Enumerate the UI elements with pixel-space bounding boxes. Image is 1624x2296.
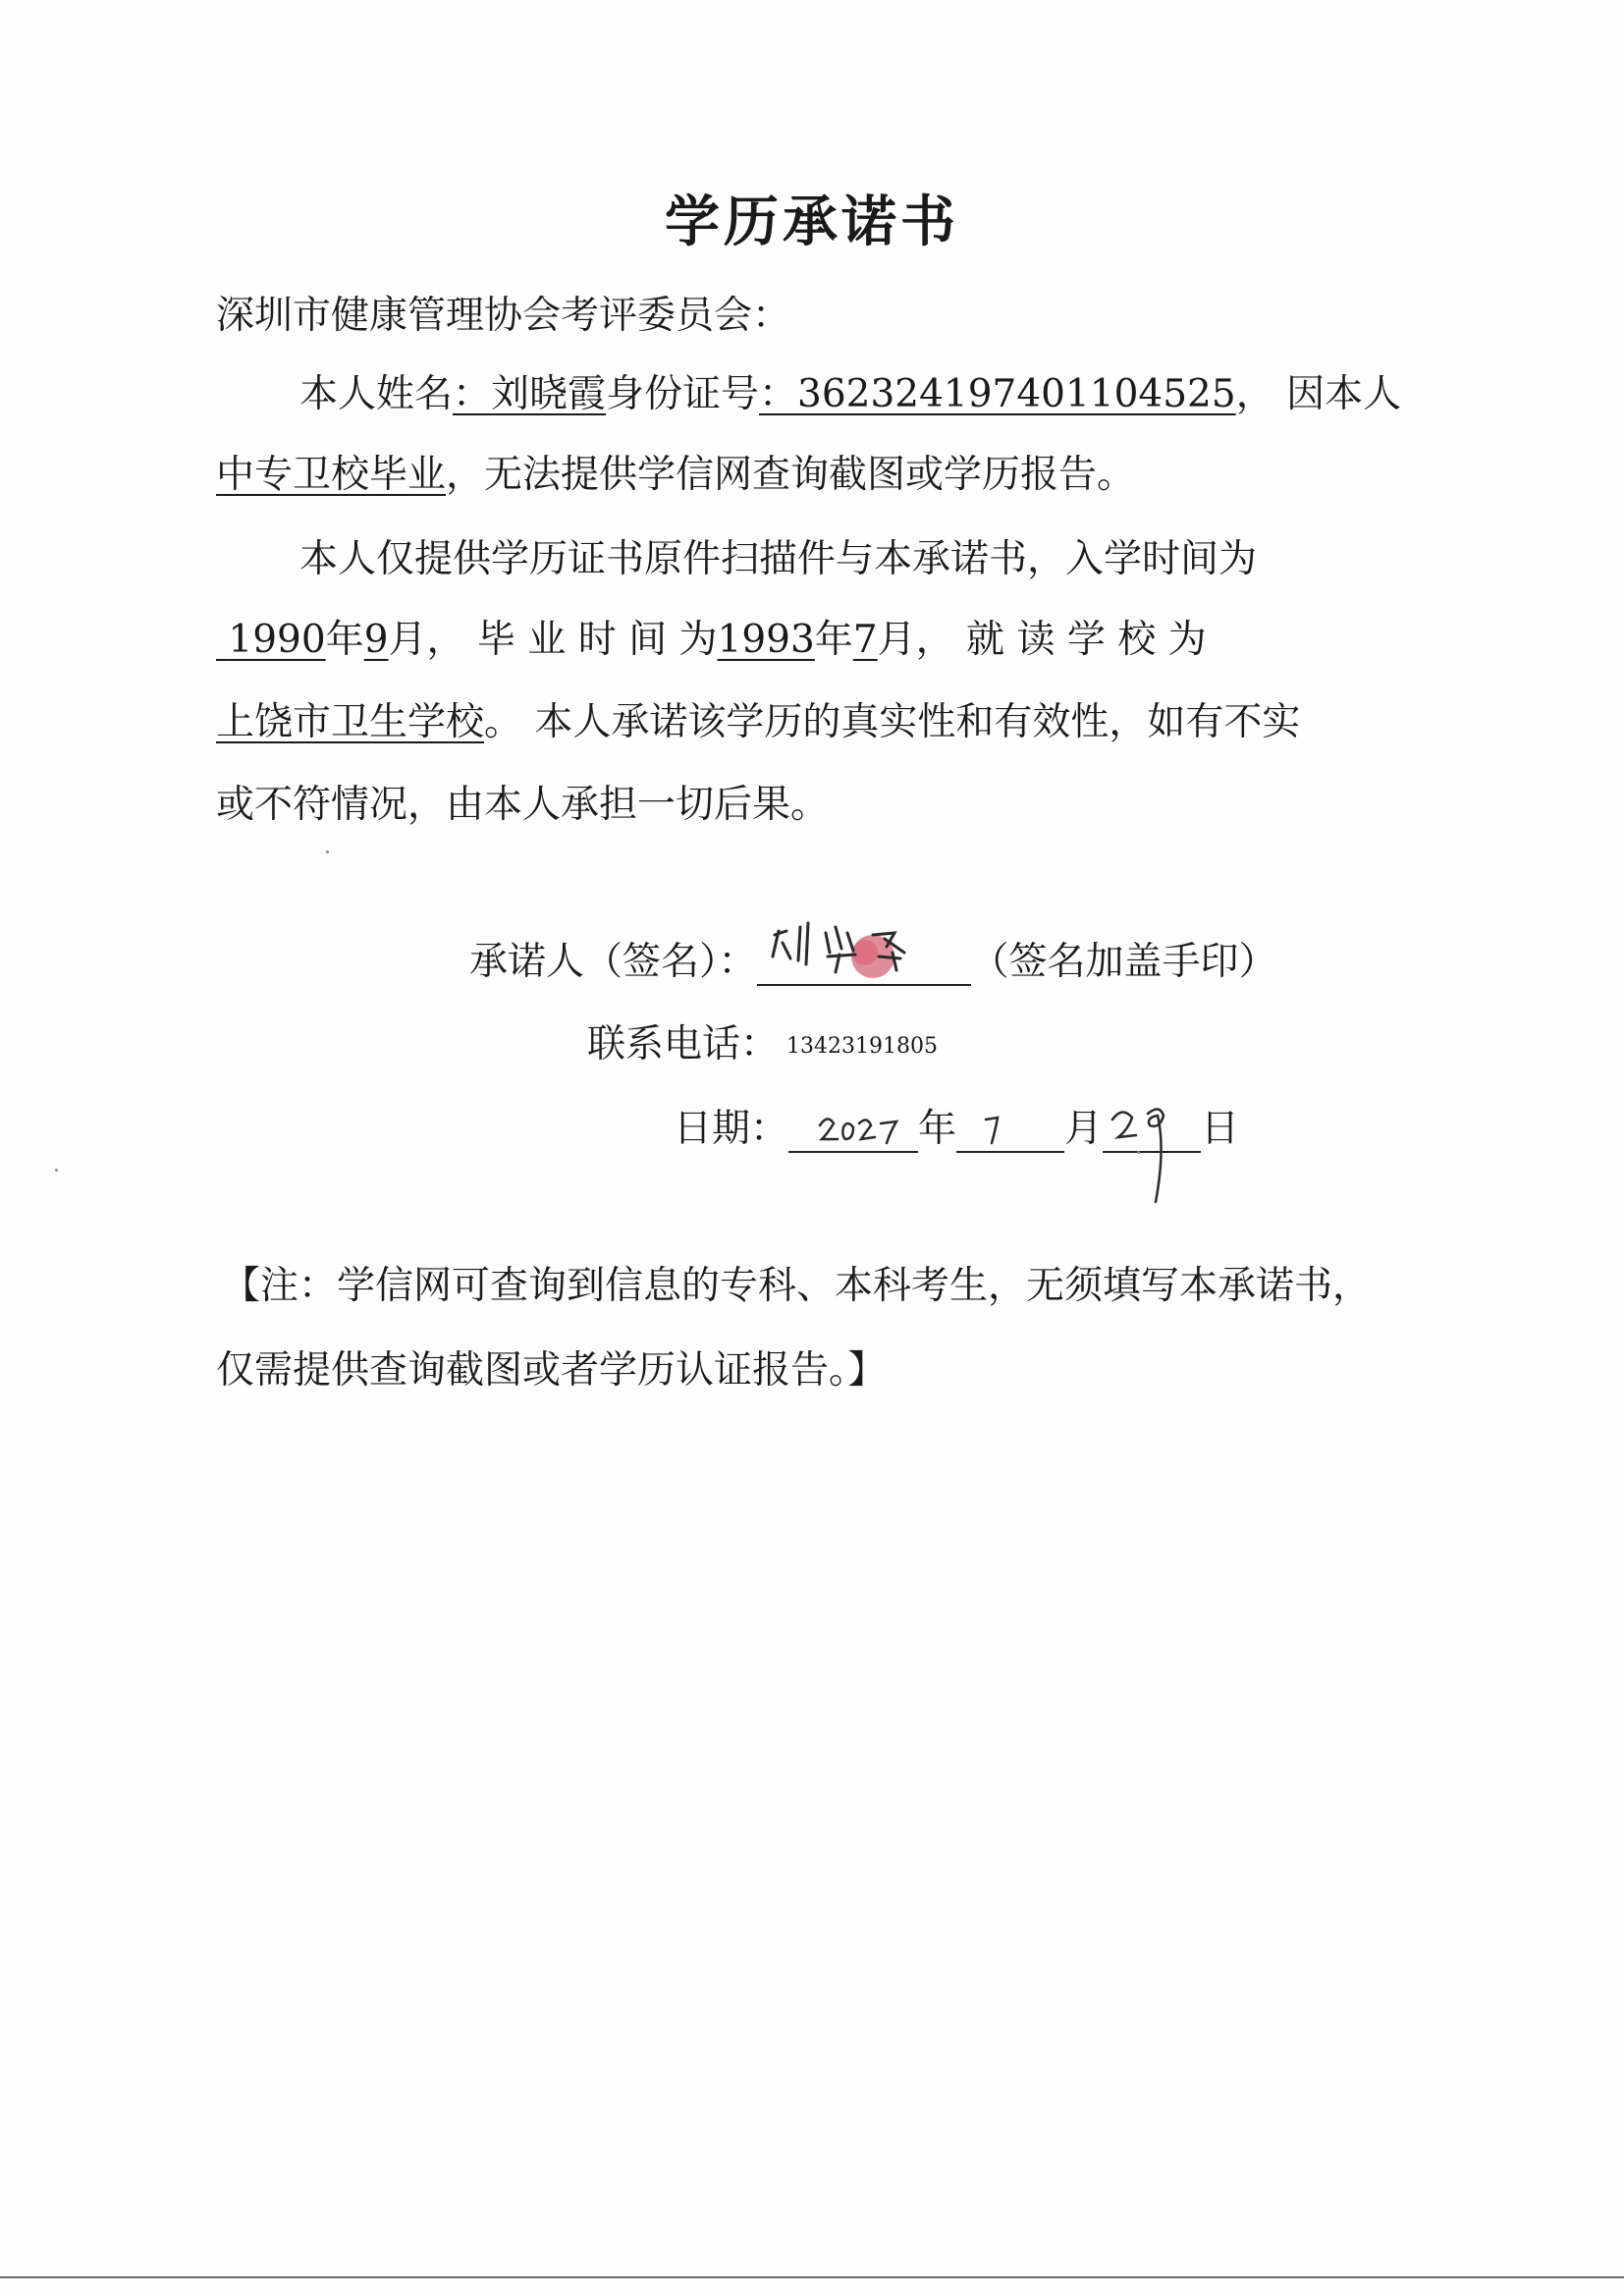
- signature-hint: （签名加盖手印）: [970, 940, 1277, 984]
- id-label: 身份证号: [606, 372, 760, 416]
- date-label: 日期：: [674, 1107, 789, 1151]
- contact-line: [587, 1021, 938, 1070]
- handwritten-month: [956, 1100, 1064, 1149]
- date-month-char: 月: [1064, 1107, 1104, 1151]
- date-month-field: [956, 1112, 1064, 1153]
- note-line-1: 【注：学信网可查询到信息的专科、本科考生，无须填写本承诺书，: [222, 1264, 1372, 1308]
- paragraph-2-line-3: [216, 699, 1300, 746]
- paragraph-1-tail: ， 因本人: [1235, 372, 1402, 416]
- scan-bottom-edge: [0, 2276, 1624, 2278]
- grad-label: ， 毕 业 时 间 为: [426, 618, 718, 662]
- enroll-month-field: 9: [363, 618, 389, 662]
- note-line-2: 仅需提供查询截图或者学历认证报告。】: [216, 1348, 887, 1393]
- paragraph-1-line-2: [216, 452, 1135, 499]
- id-number-field: ：362324197401104525: [759, 372, 1236, 416]
- date-year-char: 年: [918, 1107, 957, 1151]
- signature-line: [469, 939, 1277, 986]
- date-day-char: 日: [1201, 1107, 1240, 1151]
- school-field: 上饶市卫生学校: [216, 700, 485, 744]
- paragraph-2-line-2: [216, 617, 1207, 664]
- phone-number: 13423191805: [786, 1034, 938, 1059]
- year-char: 年: [325, 618, 364, 662]
- reason-field: 中专卫校毕业: [216, 453, 447, 497]
- paragraph-2-line-1: 本人仅提供学历证书原件扫描件与本承诺书，入学时间为: [299, 537, 1258, 581]
- grad-month-field: 7: [852, 618, 878, 662]
- name-label: 本人姓名: [299, 372, 454, 416]
- handwritten-day: [1103, 1100, 1201, 1208]
- handwritten-signature: [757, 913, 973, 982]
- school-label: ， 就 读 学 校 为: [915, 618, 1207, 662]
- scan-speck: [55, 1169, 58, 1172]
- paragraph-1-line-1: [299, 371, 1401, 418]
- signature-field: [757, 945, 971, 986]
- handwritten-year: [788, 1100, 918, 1149]
- date-day-field: [1103, 1112, 1201, 1153]
- date-year-field: [788, 1112, 918, 1153]
- signature-label: 承诺人（签名）：: [469, 940, 757, 984]
- year-char-2: 年: [814, 618, 853, 662]
- scan-speck: [1137, 1151, 1140, 1154]
- reason-tail: ，无法提供学信网查询截图或学历报告。: [446, 453, 1136, 497]
- scan-speck: [326, 850, 329, 853]
- phone-label: 联系电话：: [587, 1022, 780, 1066]
- month-char-2: 月: [877, 618, 916, 662]
- enroll-year-field: 1990: [228, 618, 326, 662]
- date-line: [674, 1106, 1239, 1153]
- paragraph-2-line-4: 或不符情况，由本人承担一切后果。: [216, 783, 830, 827]
- grad-year-field: 1993: [717, 618, 815, 662]
- month-char: 月: [388, 618, 427, 662]
- salutation: 深圳市健康管理协会考评委员会：: [216, 294, 791, 338]
- paragraph-2-line-3-tail: 。 本人承诺该学历的真实性和有效性，如有不实: [484, 700, 1301, 744]
- document-title: 学历承诺书: [665, 191, 959, 254]
- name-field: ：刘晓霞: [453, 372, 607, 416]
